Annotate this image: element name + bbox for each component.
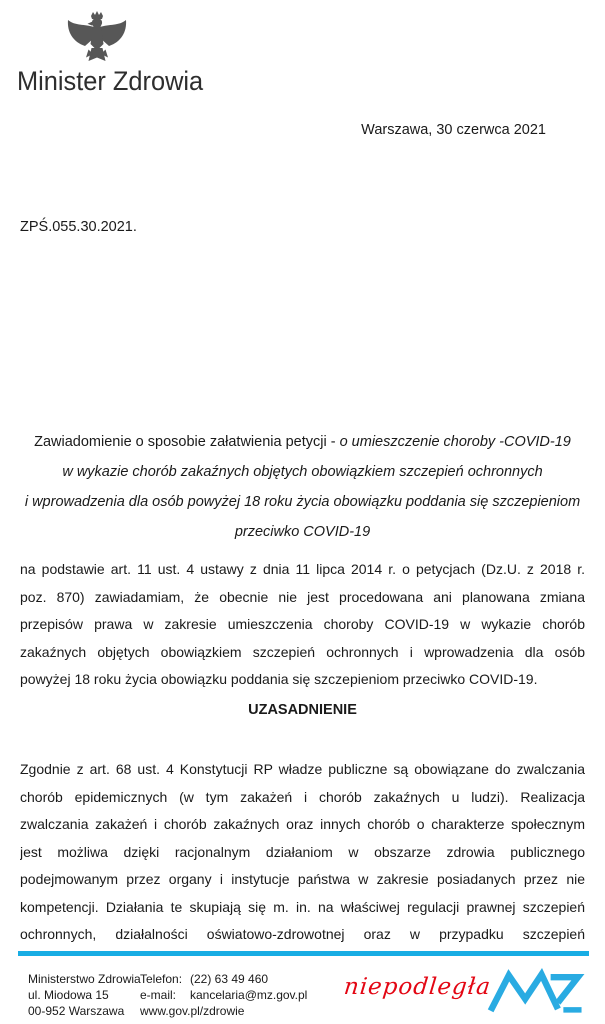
paragraph-line: podejmowanym przez organy i instytucje państwa w zakresie posiadanych przez nie [20, 871, 585, 887]
paragraph-line: zakaźnych objętych obowiązkiem szczepień ochronnych i wprowadzenia dla osób [20, 643, 585, 660]
footer-street: ul. Miodowa 15 [28, 988, 109, 1002]
paragraph-line: zwalczania zakażeń i chorób zakaźnych oraz innych chorób o charakterze społecznym [20, 816, 585, 832]
email-label: e-mail: [140, 988, 177, 1002]
mz-ministry-logo-icon [487, 961, 587, 1017]
paragraph-line: ochronnych, działalności oświatowo-zdrowotnej oraz w przypadku szczepień [20, 926, 585, 942]
phone-label: Telefon: [140, 972, 183, 986]
paragraph-line: kompetencji. Działania te skupiają się m. in. na właściwej regulacji prawnej szczepień [20, 898, 585, 915]
subject-line [20, 457, 585, 487]
footer-contact-block [140, 971, 307, 1019]
subject-text-italic: i wprowadzenia dla osób powyżej 18 roku życia obowiązku poddania się szczepieniom [24, 494, 581, 510]
footer-email-row [140, 987, 307, 1003]
subject-line [20, 427, 585, 457]
footer-ministry-name: Ministerstwo Zdrowia [28, 972, 141, 986]
reference-number: ZPŚ.055.30.2021. [20, 219, 137, 235]
paragraph-line: przepisów prawa w zakresie umieszczenia choroby COVID-19 w wykazie chorób [20, 616, 585, 632]
email-value: kancelaria@mz.gov.pl [190, 988, 308, 1002]
footer-website: www.gov.pl/zdrowie [140, 1004, 245, 1018]
niepodlegla-script-logo: niepodległa [342, 974, 493, 1000]
footer-phone-row [140, 971, 307, 987]
paragraph-justification [20, 756, 585, 949]
subject-text-italic: w wykazie chorób zakaźnych objętych obowiązkiem szczepień ochronnych [62, 464, 543, 480]
paragraph-line: jest możliwa dzięki racjonalnym działaniom w obszarze zdrowia publicznego [20, 843, 585, 860]
paragraph-notification [20, 556, 585, 694]
paragraph-line: na podstawie art. 11 ust. 4 ustawy z dnia 11 lipca 2014 r. o petycjach (Dz.U. z 2018 r. [20, 561, 585, 577]
letter-subject [20, 427, 585, 547]
polish-eagle-emblem-icon [64, 10, 130, 68]
subject-text-regular: Zawiadomienie o sposobie załatwienia petycji - [34, 434, 340, 450]
phone-value: (22) 63 49 460 [190, 972, 269, 986]
subject-text-italic: o umieszczenie choroby -COVID-19 [339, 434, 571, 450]
paragraph-line: Zgodnie z art. 68 ust. 4 Konstytucji RP władze publiczne są obowiązane do zwalczania [20, 761, 585, 777]
footer-address-block [28, 971, 141, 1019]
subject-line [20, 487, 585, 517]
section-heading-uzasadnienie: UZASADNIENIE [248, 702, 357, 718]
paragraph-line: poz. 870) zawiadamiam, że obecnie nie jest procedowana ani planowana zmiana [20, 588, 585, 605]
paragraph-line: chorób epidemicznych (w tym zakażeń i chorób zakaźnych u ludzi). Realizacja [20, 788, 585, 805]
subject-line [20, 517, 585, 547]
ministry-name: Minister Zdrowia [17, 66, 204, 96]
place-and-date: Warszawa, 30 czerwca 2021 [361, 122, 546, 138]
footer-divider-rule [18, 951, 589, 956]
paragraph-line: powyżej 18 roku życia obowiązku poddania się szczepieniom przeciwko COVID-19. [20, 671, 538, 687]
footer-postal-city: 00-952 Warszawa [28, 1004, 125, 1018]
subject-text-italic: przeciwko COVID-19 [234, 524, 371, 540]
